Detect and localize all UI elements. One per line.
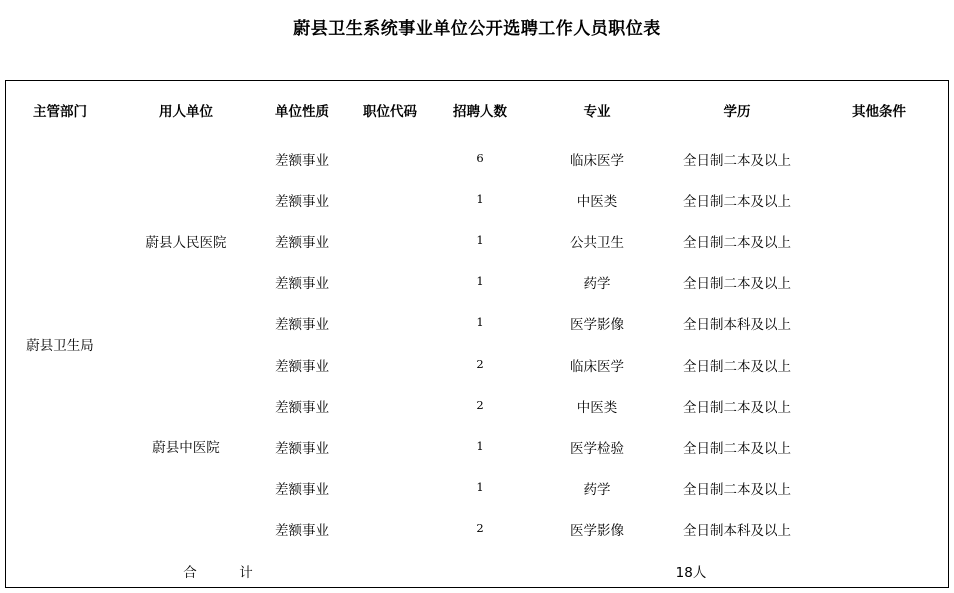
row-5-major: 医学影像 <box>570 317 624 333</box>
row-8-nature: 差额事业 <box>275 441 329 457</box>
unit-cell-2: 蔚县中医院 <box>152 440 220 456</box>
row-3-major: 公共卫生 <box>570 235 624 251</box>
row-1-nature: 差额事业 <box>275 153 329 169</box>
header-major: 专业 <box>583 104 611 120</box>
row-8-count: 1 <box>476 439 484 453</box>
row-5-education: 全日制本科及以上 <box>683 317 791 333</box>
row-1-education: 全日制二本及以上 <box>683 153 791 169</box>
row-4-education: 全日制二本及以上 <box>683 276 791 292</box>
row-3-nature: 差额事业 <box>275 235 329 251</box>
header-department: 主管部门 <box>33 104 87 120</box>
row-9-major: 药学 <box>583 482 611 498</box>
row-10-nature: 差额事业 <box>275 523 329 539</box>
header-code: 职位代码 <box>363 104 417 120</box>
unit-cell-1: 蔚县人民医院 <box>145 235 227 251</box>
row-6-major: 临床医学 <box>570 359 624 375</box>
row-4-major: 药学 <box>583 276 611 292</box>
header-count: 招聘人数 <box>453 104 507 120</box>
row-7-nature: 差额事业 <box>275 400 329 416</box>
row-6-education: 全日制二本及以上 <box>683 359 791 375</box>
row-6-count: 2 <box>476 357 484 371</box>
row-2-nature: 差额事业 <box>275 194 329 210</box>
row-8-education: 全日制二本及以上 <box>683 441 791 457</box>
total-label-left: 合 <box>183 565 197 581</box>
row-7-major: 中医类 <box>576 400 618 416</box>
row-1-count: 6 <box>476 151 484 165</box>
total-label-right: 计 <box>239 565 253 581</box>
total-value: 18人 <box>675 565 707 581</box>
row-5-count: 1 <box>476 315 484 329</box>
row-2-major: 中医类 <box>576 194 618 210</box>
row-4-count: 1 <box>476 274 484 288</box>
header-other: 其他条件 <box>852 104 906 120</box>
row-7-education: 全日制二本及以上 <box>683 400 791 416</box>
row-7-count: 2 <box>476 398 484 412</box>
department-cell: 蔚县卫生局 <box>26 338 94 354</box>
row-9-nature: 差额事业 <box>275 482 329 498</box>
row-8-major: 医学检验 <box>570 441 624 457</box>
page-title: 蔚县卫生系统事业单位公开选聘工作人员职位表 <box>293 19 661 39</box>
header-nature: 单位性质 <box>275 104 329 120</box>
row-2-education: 全日制二本及以上 <box>683 194 791 210</box>
row-10-count: 2 <box>476 521 484 535</box>
header-education: 学历 <box>723 104 751 120</box>
row-5-nature: 差额事业 <box>275 317 329 333</box>
row-2-count: 1 <box>476 192 484 206</box>
row-6-nature: 差额事业 <box>275 359 329 375</box>
row-4-nature: 差额事业 <box>275 276 329 292</box>
row-3-count: 1 <box>476 233 484 247</box>
row-10-education: 全日制本科及以上 <box>683 523 791 539</box>
row-9-count: 1 <box>476 480 484 494</box>
header-unit: 用人单位 <box>159 104 213 120</box>
row-9-education: 全日制二本及以上 <box>683 482 791 498</box>
row-10-major: 医学影像 <box>570 523 624 539</box>
row-3-education: 全日制二本及以上 <box>683 235 791 251</box>
row-1-major: 临床医学 <box>570 153 624 169</box>
